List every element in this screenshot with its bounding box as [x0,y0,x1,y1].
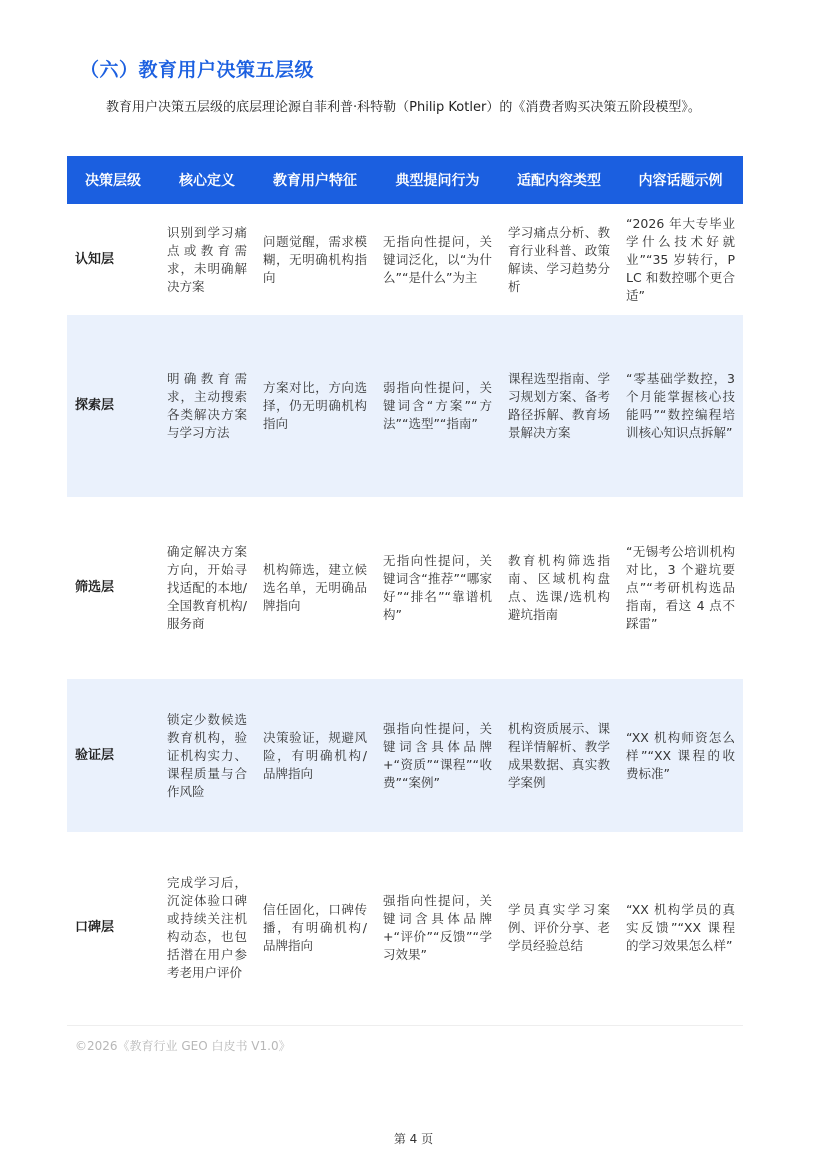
level-cell: 认知层 [75,251,115,267]
header-topic-examples: 内容话题示例 [618,156,743,204]
definition-cell: 完成学习后，沉淀体验口碑或持续关注机构动态，也包括潜在用户参考老用户评价 [167,875,247,980]
table-row [67,832,743,1024]
content-types-cell: 教育机构筛选指南、区域机构盘点、选课/选机构避坑指南 [508,553,610,622]
table-header-row [67,156,743,204]
decision-levels-table [67,156,743,1024]
header-traits: 教育用户特征 [255,156,375,204]
table-row [67,679,743,832]
traits-cell: 决策验证，规避风险，有明确机构/品牌指向 [255,679,375,832]
level-cell: 探索层 [67,315,159,497]
level-cell: 验证层 [67,679,159,832]
traits-cell: 信任固化，口碑传播，有明确机构/品牌指向 [263,902,367,953]
topic-examples-cell: “无锡考公培训机构对比，3 个避坑要点”“考研机构选品指南，看这 4 点不踩雷” [626,544,735,631]
header-level: 决策层级 [67,156,159,204]
query-behavior-cell: 无指向性提问，关键词泛化，以“为什么”“是什么”为主 [383,233,492,285]
header-content-types: 适配内容类型 [500,156,618,204]
traits-cell: 问题觉醒，需求模糊，无明确机构指向 [263,233,367,285]
query-behavior-cell: 强指向性提问，关键词含具体品牌 +“评价”“反馈”“学习效果” [383,893,492,962]
copyright-notice: ©2026《教育行业 GEO 白皮书 V1.0》 [75,1039,291,1053]
table-row [67,497,743,679]
query-behavior-cell: 无指向性提问，关键词含“推荐”“哪家好”“排名”“靠谱机构” [383,553,492,622]
content-types-cell: 课程选型指南、学习规划方案、备考路径拆解、教育场景解决方案 [500,315,618,497]
query-behavior-cell: 强指向性提问，关键词含具体品牌 +“资质”“课程”“收费”“案例” [375,679,500,832]
header-definition: 核心定义 [159,156,255,204]
table-row [67,204,743,315]
definition-cell: 明确教育需求，主动搜索各类解决方案与学习方法 [159,315,255,497]
definition-cell: 确定解决方案方向，开始寻找适配的本地/全国教育机构/服务商 [167,544,247,631]
definition-cell: 锁定少数候选教育机构，验证机构实力、课程质量与合作风险 [159,679,255,832]
topic-examples-cell: “XX 机构师资怎么样”“XX 课程的收费标准” [618,679,743,832]
query-behavior-cell: 弱指向性提问，关键词含“方案”“方法”“选型”“指南” [375,315,500,497]
intro-paragraph: 教育用户决策五层级的底层理论源自菲利普·科特勒（Philip Kotler）的《消费者购买决策五阶段模型》。 [106,100,701,115]
content-types-cell: 机构资质展示、课程详情解析、教学成果数据、真实教学案例 [500,679,618,832]
table-row [67,315,743,497]
content-types-cell: 学员真实学习案例、评价分享、老学员经验总结 [508,902,610,953]
header-query-behavior: 典型提问行为 [375,156,500,204]
footer-divider [67,1025,743,1026]
topic-examples-cell: “2026 年大专毕业学什么技术好就业”“35 岁转行，PLC 和数控哪个更合适” [626,215,735,303]
definition-cell: 识别到学习痛点或教育需求，未明确解决方案 [167,224,247,294]
topic-examples-cell: “零基础学数控，3 个月能掌握核心技能吗”“数控编程培训核心知识点拆解” [618,315,743,497]
page-number: 第 4 页 [393,1132,434,1146]
section-title: （六）教育用户决策五层级 [80,59,315,81]
traits-cell: 方案对比，方向选择，仍无明确机构指向 [255,315,375,497]
level-cell: 口碑层 [75,920,115,935]
traits-cell: 机构筛选，建立候选名单，无明确品牌指向 [263,562,367,613]
topic-examples-cell: “XX 机构学员的真实反馈”“XX 课程的学习效果怎么样” [626,902,735,953]
level-cell: 筛选层 [75,580,115,595]
content-types-cell: 学习痛点分析、教育行业科普、政策解读、学习趋势分析 [508,224,610,294]
